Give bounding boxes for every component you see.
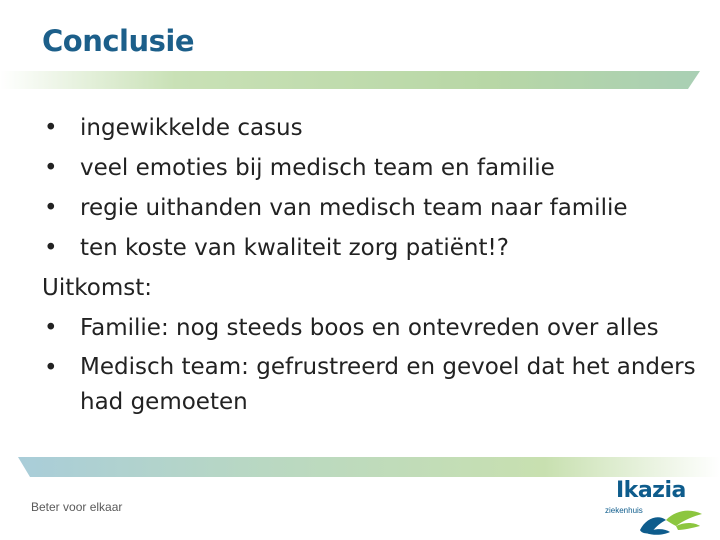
bottom-decorative-band: [18, 457, 720, 477]
logo-subtitle: ziekenhuis: [605, 506, 643, 515]
footer-tagline: Beter voor elkaar: [31, 500, 123, 514]
bullet-marker: •: [44, 115, 58, 141]
bullet-text: veel emoties bij medisch team en familie: [80, 155, 555, 181]
bullet-text: ingewikkelde casus: [80, 115, 303, 141]
bullet-text: regie uithanden van medisch team naar familie: [80, 195, 628, 221]
bullet-text: Medisch team: gefrustreerd en gevoel dat het anders had gemoeten: [80, 354, 696, 415]
bullet-marker: •: [44, 155, 58, 181]
top-decorative-band: [0, 71, 700, 89]
list-item: [42, 228, 712, 268]
bullet-text: Familie: nog steeds boos en ontevreden over alles: [80, 315, 659, 341]
list-item: [42, 148, 712, 188]
bullet-marker: •: [44, 355, 58, 381]
bullet-marker: •: [44, 235, 58, 261]
bullet-text: ten koste van kwaliteit zorg patiënt!?: [80, 235, 509, 261]
logo-name: Ikazia: [616, 478, 686, 503]
list-item: [42, 308, 712, 348]
list-item: [42, 108, 712, 148]
bullet-marker: •: [44, 315, 58, 341]
outcome-heading: Uitkomst:: [42, 275, 152, 301]
logo-hands-icon: [632, 500, 706, 536]
ikazia-logo: [596, 478, 706, 536]
list-item: [42, 188, 712, 228]
slide-content: [42, 108, 712, 420]
list-item: [42, 348, 712, 420]
slide-title: Conclusie: [42, 24, 194, 58]
bullet-marker: •: [44, 195, 58, 221]
